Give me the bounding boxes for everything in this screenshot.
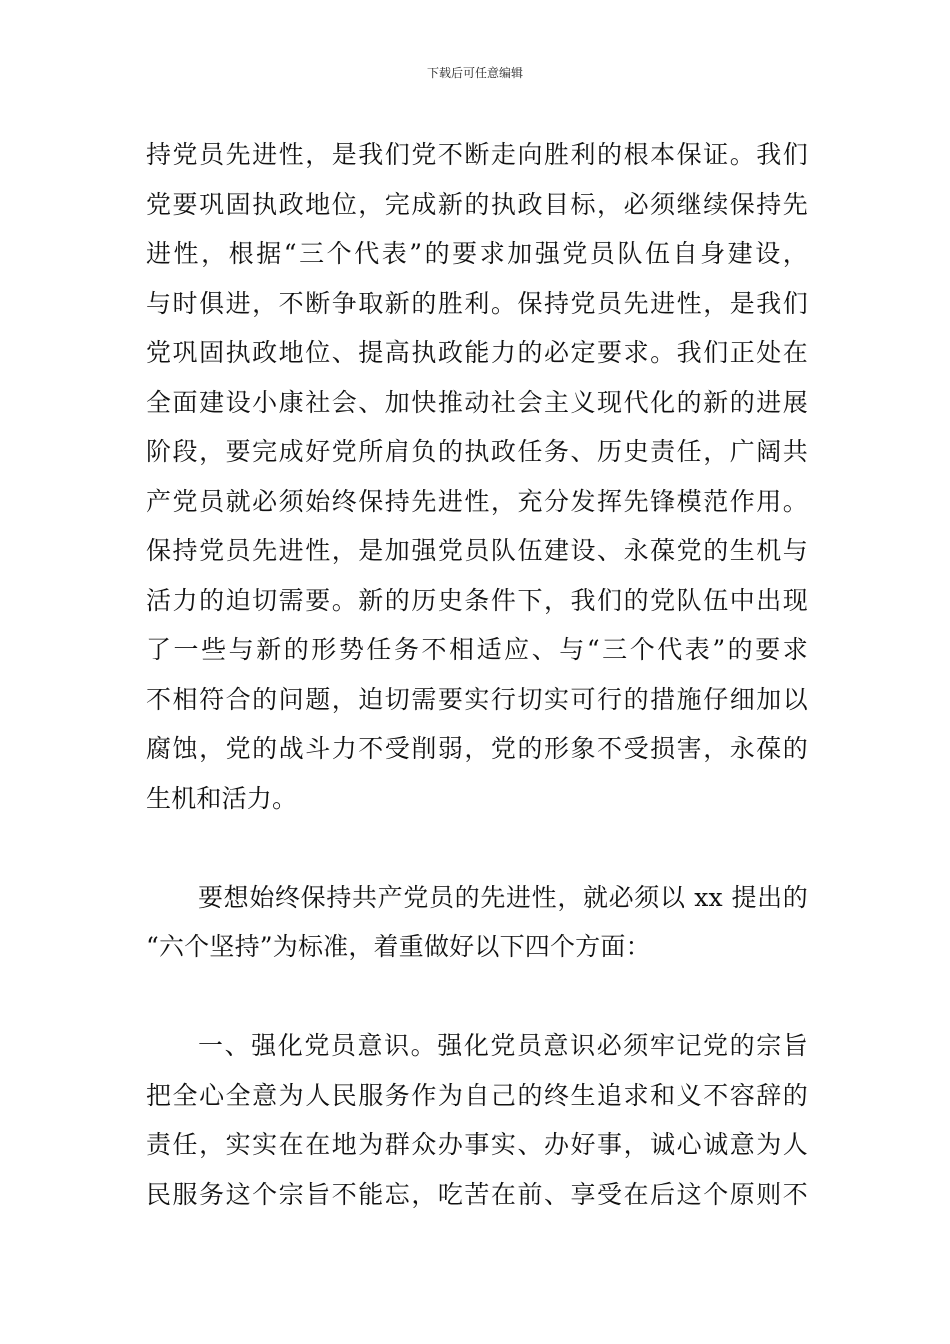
paragraph-3 <box>146 1021 808 1219</box>
text-line: “六个坚持”为标准，着重做好以下四个方面： <box>146 932 651 961</box>
text-line: 活力的迫切需要。新的历史条件下，我们的党队伍中出现 <box>146 585 808 615</box>
text-line: 与时俱进，不断争取新的胜利。保持党员先进性，是我们 <box>146 288 808 318</box>
text-line: 了一些与新的形势任务不相适应、与“三个代表”的要求 <box>146 635 808 664</box>
text-line: 腐蚀，党的战斗力不受削弱，党的形象不受损害，永葆的 <box>146 734 808 763</box>
text-line: 进性，根据“三个代表”的要求加强党员队伍自身建设， <box>146 239 808 268</box>
document-body <box>146 130 808 1219</box>
text-line: 保持党员先进性，是加强党员队伍建设、永葆党的生机与 <box>146 536 808 565</box>
text-line: 责任，实实在在地为群众办事实、办好事，诚心诚意为人 <box>146 1130 808 1159</box>
text-line: 生机和活力。 <box>146 783 298 813</box>
text-line: 要想始终保持共产党员的先进性，就必须以 xx 提出的 <box>198 882 808 912</box>
text-line: 阶段，要完成好党所肩负的执政任务、历史责任，广阔共 <box>146 437 808 466</box>
paragraph-1 <box>146 130 808 823</box>
text-line: 全面建设小康社会、加快推动社会主义现代化的新的进展 <box>146 387 808 417</box>
paragraph-2 <box>146 873 808 972</box>
text-line: 产党员就必须始终保持先进性，充分发挥先锋模范作用。 <box>146 486 808 516</box>
text-line: 不相符合的问题，迫切需要实行切实可行的措施仔细加以 <box>146 684 808 714</box>
text-line: 党要巩固执政地位，完成新的执政目标，必须继续保持先 <box>146 189 808 219</box>
text-line: 持党员先进性，是我们党不断走向胜利的根本保证。我们 <box>146 140 808 169</box>
paragraph-gap <box>146 972 808 1022</box>
text-line: 把全心全意为人民服务作为自己的终生追求和义不容辞的 <box>146 1080 808 1110</box>
page-header: 下载后可任意编辑 <box>426 66 523 80</box>
text-line: 民服务这个宗旨不能忘，吃苦在前、享受在后这个原则不 <box>146 1179 808 1209</box>
text-line: 党巩固执政地位、提高执政能力的必定要求。我们正处在 <box>146 338 808 367</box>
paragraph-gap <box>146 823 808 873</box>
text-line: 一、强化党员意识。强化党员意识必须牢记党的宗旨 <box>198 1031 808 1060</box>
